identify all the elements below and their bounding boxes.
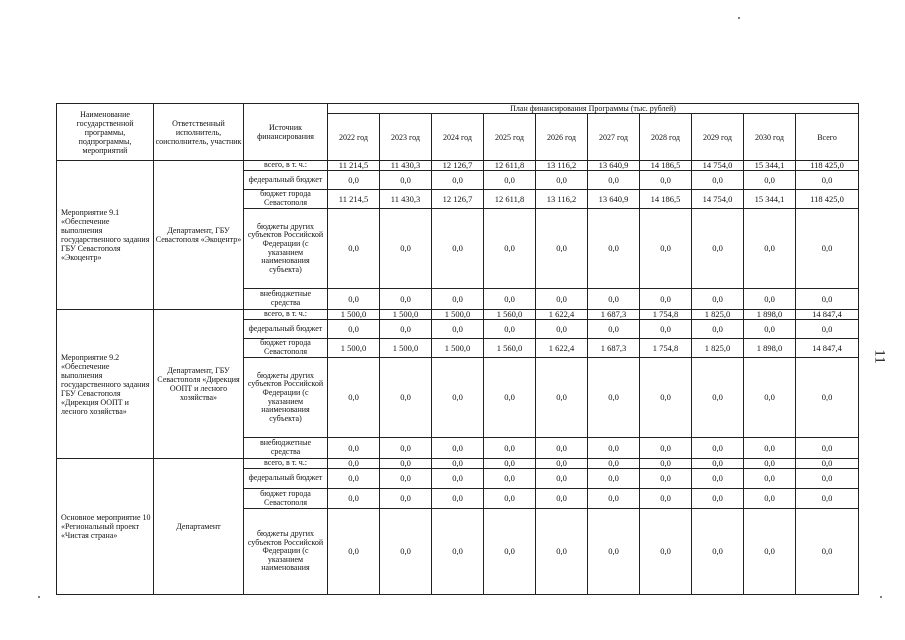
amount-cell: 0,0 [432, 171, 484, 190]
amount-cell: 0,0 [640, 289, 692, 310]
amount-cell: 0,0 [484, 438, 536, 459]
amount-cell: 0,0 [328, 469, 380, 489]
amount-cell: 0,0 [484, 209, 536, 289]
amount-cell: 0,0 [640, 320, 692, 339]
header-year: 2030 год [744, 114, 796, 161]
financing-document [56, 103, 856, 595]
amount-cell: 0,0 [744, 489, 796, 509]
amount-cell: 1 754,8 [640, 339, 692, 358]
amount-cell: 0,0 [380, 171, 432, 190]
amount-cell: 0,0 [380, 358, 432, 438]
amount-cell: 0,0 [380, 320, 432, 339]
amount-cell: 1 500,0 [432, 339, 484, 358]
amount-cell: 0,0 [484, 459, 536, 469]
funding-source: федеральный бюджет [244, 171, 328, 190]
total-cell: 14 847,4 [796, 310, 859, 320]
funding-source: всего, в т. ч.: [244, 310, 328, 320]
amount-cell: 1 754,8 [640, 310, 692, 320]
amount-cell: 0,0 [588, 209, 640, 289]
funding-source: бюджеты других субъектов Российской Федерации (с указанием наименования [244, 509, 328, 595]
amount-cell: 0,0 [744, 289, 796, 310]
amount-cell: 0,0 [432, 459, 484, 469]
amount-cell: 0,0 [692, 209, 744, 289]
section-responsible: Департамент [154, 459, 244, 595]
amount-cell: 0,0 [328, 209, 380, 289]
amount-cell: 0,0 [536, 289, 588, 310]
amount-cell: 0,0 [432, 209, 484, 289]
amount-cell: 0,0 [328, 171, 380, 190]
amount-cell: 0,0 [692, 320, 744, 339]
section-name: Основное мероприятие 10 «Региональный проект «Чистая страна» [57, 459, 154, 595]
header-year: 2029 год [692, 114, 744, 161]
amount-cell: 0,0 [328, 459, 380, 469]
amount-cell: 11 214,5 [328, 161, 380, 171]
page-number: 11 [871, 349, 888, 364]
header-name: Наименование государственной программы, подпрограммы, мероприятий [57, 104, 154, 161]
funding-source: внебюджетные средства [244, 438, 328, 459]
amount-cell: 0,0 [484, 320, 536, 339]
header-source: Источник финансирования [244, 104, 328, 161]
funding-source: всего, в т. ч.: [244, 161, 328, 171]
amount-cell: 0,0 [640, 469, 692, 489]
amount-cell: 0,0 [432, 489, 484, 509]
total-cell: 0,0 [796, 509, 859, 595]
amount-cell: 0,0 [432, 320, 484, 339]
amount-cell: 0,0 [328, 289, 380, 310]
amount-cell: 0,0 [536, 209, 588, 289]
amount-cell: 14 186,5 [640, 161, 692, 171]
total-cell: 0,0 [796, 438, 859, 459]
scan-speck [880, 596, 882, 598]
amount-cell: 0,0 [692, 171, 744, 190]
amount-cell: 0,0 [588, 289, 640, 310]
total-cell: 14 847,4 [796, 339, 859, 358]
amount-cell: 13 116,2 [536, 161, 588, 171]
amount-cell: 15 344,1 [744, 190, 796, 209]
amount-cell: 0,0 [640, 438, 692, 459]
amount-cell: 0,0 [692, 438, 744, 459]
amount-cell: 0,0 [380, 489, 432, 509]
total-cell: 0,0 [796, 489, 859, 509]
amount-cell: 0,0 [744, 469, 796, 489]
amount-cell: 0,0 [640, 459, 692, 469]
amount-cell: 1 898,0 [744, 310, 796, 320]
amount-cell: 13 640,9 [588, 190, 640, 209]
amount-cell: 0,0 [380, 438, 432, 459]
amount-cell: 1 500,0 [380, 310, 432, 320]
amount-cell: 11 430,3 [380, 190, 432, 209]
amount-cell: 12 126,7 [432, 161, 484, 171]
amount-cell: 11 430,3 [380, 161, 432, 171]
scan-speck [738, 17, 740, 19]
funding-source: федеральный бюджет [244, 469, 328, 489]
amount-cell: 0,0 [432, 509, 484, 595]
total-cell: 0,0 [796, 469, 859, 489]
amount-cell: 14 186,5 [640, 190, 692, 209]
amount-cell: 0,0 [432, 438, 484, 459]
funding-source: бюджет города Севастополя [244, 190, 328, 209]
amount-cell: 0,0 [484, 469, 536, 489]
amount-cell: 0,0 [588, 358, 640, 438]
amount-cell: 0,0 [328, 320, 380, 339]
amount-cell: 1 622,4 [536, 339, 588, 358]
amount-cell: 1 825,0 [692, 310, 744, 320]
amount-cell: 0,0 [536, 438, 588, 459]
amount-cell: 0,0 [640, 209, 692, 289]
amount-cell: 0,0 [692, 459, 744, 469]
financing-table [56, 103, 859, 595]
amount-cell: 0,0 [484, 509, 536, 595]
amount-cell: 1 500,0 [380, 339, 432, 358]
amount-cell: 1 500,0 [328, 339, 380, 358]
amount-cell: 0,0 [536, 320, 588, 339]
amount-cell: 0,0 [380, 209, 432, 289]
total-cell: 0,0 [796, 459, 859, 469]
amount-cell: 1 687,3 [588, 310, 640, 320]
amount-cell: 0,0 [536, 509, 588, 595]
amount-cell: 0,0 [536, 358, 588, 438]
amount-cell: 0,0 [536, 489, 588, 509]
amount-cell: 0,0 [328, 509, 380, 595]
table-header [57, 104, 859, 161]
section-name: Мероприятие 9.1 «Обеспечение выполнения государственного задания ГБУ Севастополя «Экоцентр» [57, 161, 154, 310]
table-body [57, 161, 859, 595]
amount-cell: 0,0 [432, 358, 484, 438]
amount-cell: 0,0 [536, 469, 588, 489]
amount-cell: 0,0 [380, 509, 432, 595]
amount-cell: 1 898,0 [744, 339, 796, 358]
header-year: 2025 год [484, 114, 536, 161]
amount-cell: 1 560,0 [484, 310, 536, 320]
amount-cell: 0,0 [692, 489, 744, 509]
header-year: 2023 год [380, 114, 432, 161]
amount-cell: 1 825,0 [692, 339, 744, 358]
section-responsible: Департамент, ГБУ Севастополя «Дирекция ООПТ и лесного хозяйства» [154, 310, 244, 459]
amount-cell: 0,0 [328, 358, 380, 438]
amount-cell: 12 611,8 [484, 190, 536, 209]
amount-cell: 12 126,7 [432, 190, 484, 209]
amount-cell: 13 116,2 [536, 190, 588, 209]
amount-cell: 0,0 [380, 459, 432, 469]
funding-source: всего, в т. ч.: [244, 459, 328, 469]
funding-source: внебюджетные средства [244, 289, 328, 310]
amount-cell: 0,0 [744, 320, 796, 339]
total-cell: 0,0 [796, 289, 859, 310]
amount-cell: 1 500,0 [328, 310, 380, 320]
amount-cell: 0,0 [328, 438, 380, 459]
amount-cell: 0,0 [536, 459, 588, 469]
amount-cell: 0,0 [588, 320, 640, 339]
amount-cell: 0,0 [588, 509, 640, 595]
amount-cell: 0,0 [692, 289, 744, 310]
total-cell: 0,0 [796, 320, 859, 339]
amount-cell: 0,0 [692, 358, 744, 438]
amount-cell: 13 640,9 [588, 161, 640, 171]
amount-cell: 0,0 [484, 289, 536, 310]
amount-cell: 0,0 [744, 509, 796, 595]
amount-cell: 14 754,0 [692, 161, 744, 171]
amount-cell: 0,0 [692, 469, 744, 489]
amount-cell: 0,0 [588, 469, 640, 489]
amount-cell: 0,0 [640, 171, 692, 190]
header-total: Всего [796, 114, 859, 161]
amount-cell: 11 214,5 [328, 190, 380, 209]
funding-source: бюджеты других субъектов Российской Федерации (с указанием наименования субъекта) [244, 209, 328, 289]
total-cell: 0,0 [796, 358, 859, 438]
header-year: 2027 год [588, 114, 640, 161]
amount-cell: 0,0 [380, 289, 432, 310]
funding-source: бюджет города Севастополя [244, 339, 328, 358]
header-year: 2024 год [432, 114, 484, 161]
amount-cell: 0,0 [432, 289, 484, 310]
header-year: 2026 год [536, 114, 588, 161]
total-cell: 0,0 [796, 171, 859, 190]
amount-cell: 0,0 [692, 509, 744, 595]
amount-cell: 0,0 [588, 438, 640, 459]
amount-cell: 0,0 [328, 489, 380, 509]
total-cell: 118 425,0 [796, 161, 859, 171]
header-year: 2028 год [640, 114, 692, 161]
amount-cell: 1 687,3 [588, 339, 640, 358]
amount-cell: 0,0 [744, 438, 796, 459]
amount-cell: 1 500,0 [432, 310, 484, 320]
amount-cell: 1 560,0 [484, 339, 536, 358]
amount-cell: 15 344,1 [744, 161, 796, 171]
amount-cell: 0,0 [484, 358, 536, 438]
funding-source: бюджет города Севастополя [244, 489, 328, 509]
header-plan-title: План финансирования Программы (тыс. рублей) [328, 104, 859, 114]
amount-cell: 0,0 [380, 469, 432, 489]
table-row [57, 310, 859, 320]
amount-cell: 0,0 [588, 489, 640, 509]
amount-cell: 0,0 [640, 358, 692, 438]
funding-source: федеральный бюджет [244, 320, 328, 339]
amount-cell: 0,0 [484, 171, 536, 190]
amount-cell: 14 754,0 [692, 190, 744, 209]
funding-source: бюджеты других субъектов Российской Федерации (с указанием наименования субъекта) [244, 358, 328, 438]
amount-cell: 0,0 [432, 469, 484, 489]
amount-cell: 0,0 [484, 489, 536, 509]
table-row [57, 459, 859, 469]
total-cell: 0,0 [796, 209, 859, 289]
amount-cell: 0,0 [536, 171, 588, 190]
amount-cell: 0,0 [640, 509, 692, 595]
amount-cell: 1 622,4 [536, 310, 588, 320]
header-year: 2022 год [328, 114, 380, 161]
amount-cell: 0,0 [588, 459, 640, 469]
total-cell: 118 425,0 [796, 190, 859, 209]
amount-cell: 0,0 [744, 209, 796, 289]
amount-cell: 0,0 [744, 171, 796, 190]
section-responsible: Департамент, ГБУ Севастополя «Экоцентр» [154, 161, 244, 310]
amount-cell: 0,0 [744, 358, 796, 438]
header-responsible: Ответственный исполнитель, соисполнитель, участник [154, 104, 244, 161]
amount-cell: 0,0 [588, 171, 640, 190]
section-name: Мероприятие 9.2 «Обеспечение выполнения государственного задания ГБУ Севастополя «Дирекция ООПТ и лесного хозяйства» [57, 310, 154, 459]
scan-speck [38, 596, 40, 598]
amount-cell: 0,0 [744, 459, 796, 469]
amount-cell: 0,0 [640, 489, 692, 509]
amount-cell: 12 611,8 [484, 161, 536, 171]
table-row [57, 161, 859, 171]
